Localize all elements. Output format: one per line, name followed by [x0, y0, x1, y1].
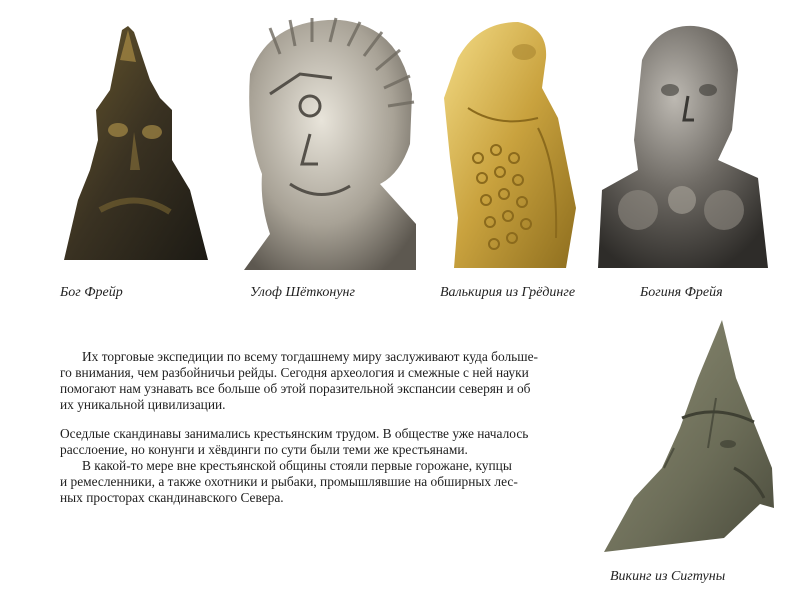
paragraph-2-line-1: Оседлые скандинавы занимались крестьянским трудом. В обществе уже началось — [60, 426, 529, 441]
paragraph-1-line-3: помогают нам узнавать все больше об этой поразительной экспансии северян и об — [60, 381, 531, 396]
caption-freyr: Бог Фрейр — [60, 285, 123, 300]
paragraph-3-line-1: В какой-то мере вне крестьянской общины стояли первые горожане, купцы — [82, 458, 512, 473]
figure-olof-image — [240, 14, 418, 272]
figure-freyja-image — [598, 20, 768, 268]
paragraph-3-line-3: ных просторах скандинавского Севера. — [60, 490, 284, 505]
paragraph-2-line-2: расслоение, но конунги и хёвдинги по сути были теми же крестьянами. — [60, 442, 468, 457]
paragraph-1-line-4: их уникальной цивилизации. — [60, 397, 226, 412]
body-text — [60, 349, 590, 506]
figure-valkyrie-image — [438, 18, 583, 272]
caption-valkyrie: Валькирия из Грёдинге — [440, 285, 576, 300]
figure-viking-image — [604, 318, 780, 556]
figure-freyr-image — [60, 20, 212, 270]
caption-viking: Викинг из Сигтуны — [610, 569, 726, 584]
caption-freyja: Богиня Фрейя — [640, 285, 723, 300]
paragraph-1-line-2: го внимания, чем разбойничьи рейды. Сегодня археология и смежные с ней науки — [60, 365, 529, 380]
paragraph-3-line-2: и ремесленники, а также охотники и рыбаки, промышлявшие на обширных лес- — [60, 474, 518, 489]
paragraph-gap — [60, 413, 590, 426]
paragraph-1-line-1: Их торговые экспедиции по всему тогдашнему миру заслуживают куда больше- — [82, 349, 538, 364]
caption-olof: Улоф Шётконунг — [250, 285, 355, 300]
